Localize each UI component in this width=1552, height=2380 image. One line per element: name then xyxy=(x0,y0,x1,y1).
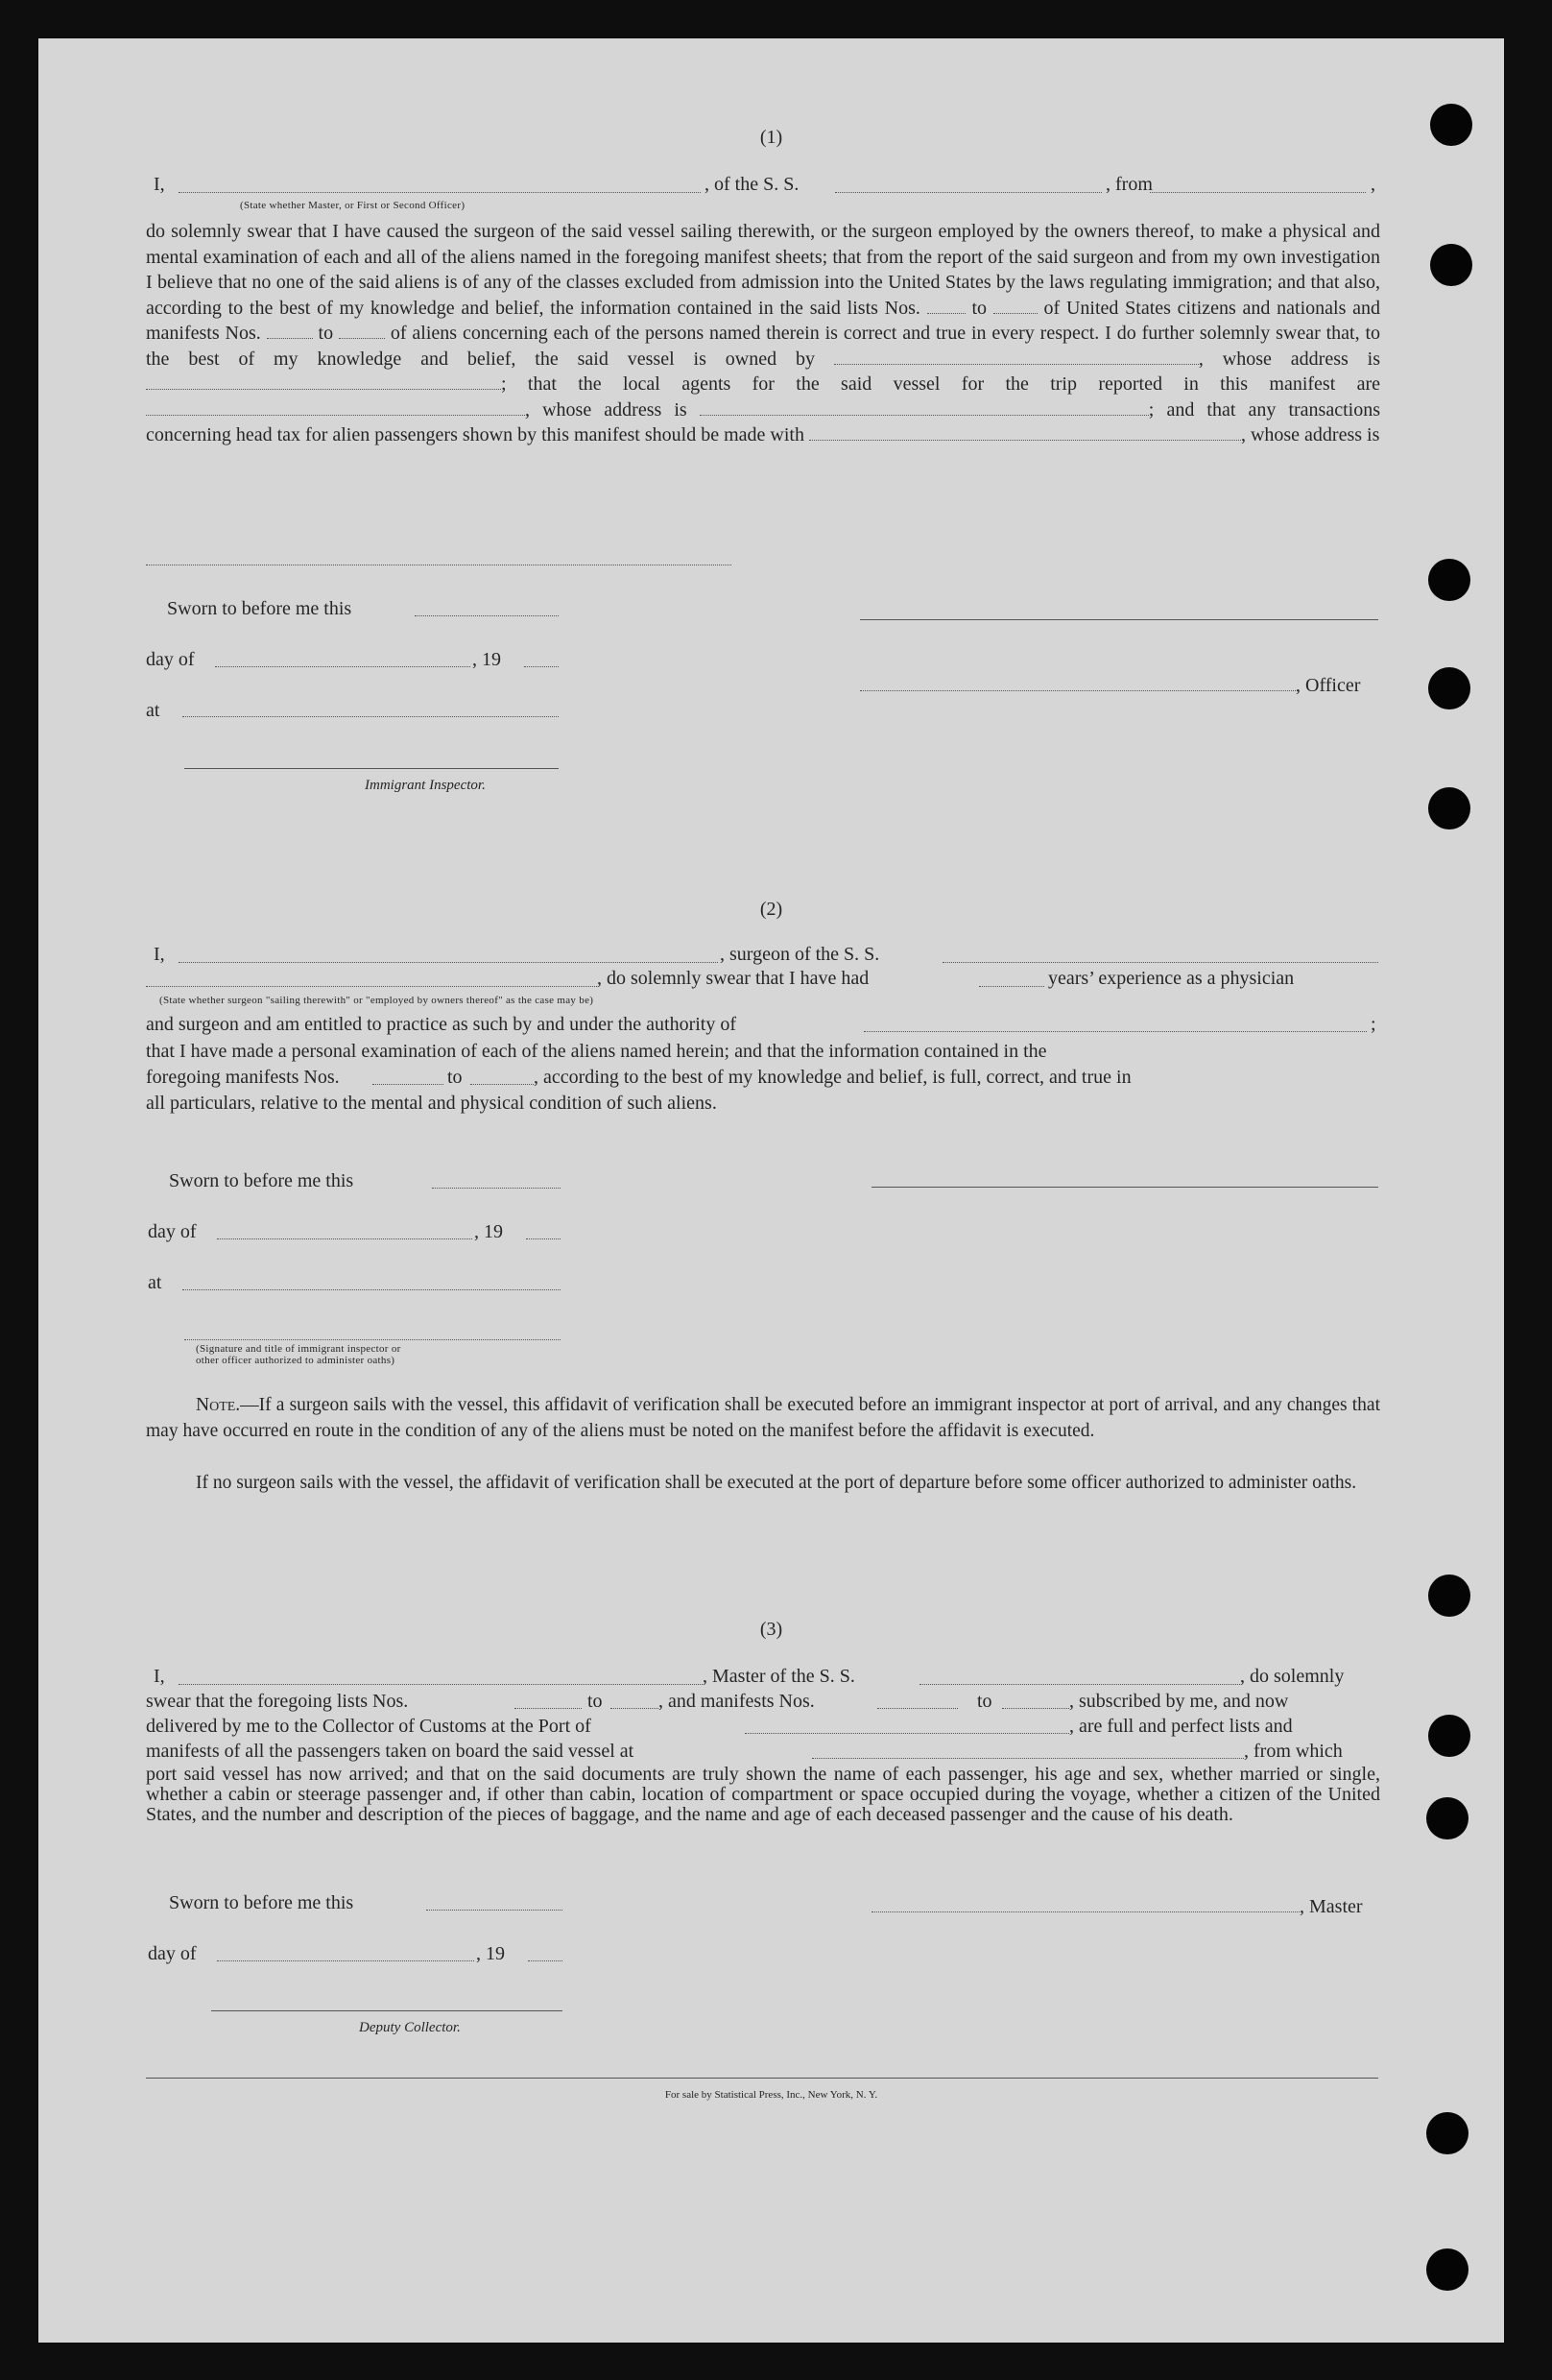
s3-manifests-to[interactable] xyxy=(1002,1708,1069,1709)
s2-state-note: (State whether surgeon "sailing therewith" or "employed by owners thereof" as the case may be) xyxy=(159,995,594,1006)
s2-name-line[interactable] xyxy=(179,962,718,963)
s3-day-of: day of xyxy=(148,1943,197,1964)
s2-signer-note-1: (Signature and title of immigrant inspector or xyxy=(196,1343,401,1355)
s3-day-line[interactable] xyxy=(217,1960,474,1961)
s3-line2-b: , and manifests Nos. xyxy=(658,1691,815,1712)
s1-body xyxy=(146,219,1380,448)
s1-to1: to xyxy=(971,297,987,319)
binder-hole xyxy=(1426,1797,1468,1839)
s2-i: I, xyxy=(154,944,165,965)
s3-line1-end: , do solemnly xyxy=(1240,1666,1345,1687)
s1-body-a: do solemnly swear that I have caused the surgeon of the said vessel sailing therewith, or the surgeon employed by the owners thereof, to make a physical and mental examination of each and all of the aliens named in the foregoing manifest sheets; that from the report of the said surgeon and from my own investigation I believe that no one of the said aliens is of any of the classes excluded from admission into the United States by the laws regulating immigration; and that also, according to the best of my knowledge and belief, the information contained in the said lists Nos. xyxy=(146,221,1380,319)
s1-sworn-line[interactable] xyxy=(415,615,559,616)
s1-officer: , Officer xyxy=(1296,675,1361,696)
s2-year-line[interactable] xyxy=(526,1238,561,1239)
s1-body-d: that the local agents for the said vessel for the trip reported in this manifest are xyxy=(527,373,1381,395)
form-page xyxy=(38,38,1504,2343)
s3-line2-a: swear that the foregoing lists Nos. xyxy=(146,1691,409,1712)
s2-sworn-line[interactable] xyxy=(432,1188,561,1189)
s1-body-e: ; and that any transactions concerning head tax for alien passengers shown by this manifest should be made with xyxy=(146,398,1380,445)
s2-authority-line[interactable] xyxy=(864,1031,1367,1032)
footer-rule xyxy=(146,2078,1378,2079)
binder-hole xyxy=(1428,1715,1470,1757)
s3-port-line[interactable] xyxy=(745,1733,1069,1734)
s2-officer-signature-line[interactable] xyxy=(184,1339,561,1340)
s1-lists-to[interactable] xyxy=(993,298,1038,314)
binder-hole xyxy=(1428,1575,1470,1617)
s2-signer-note-2: other officer authorized to administer oaths) xyxy=(196,1355,395,1366)
s1-end: , xyxy=(1371,174,1375,195)
s1-manifests-to[interactable] xyxy=(339,323,385,339)
s1-at: at xyxy=(146,700,160,721)
s2-day-of: day of xyxy=(148,1221,197,1242)
s1-agents-address-line[interactable] xyxy=(700,399,1149,416)
s1-comma: , xyxy=(525,398,530,421)
s2-years: years’ experience as a physician xyxy=(1048,968,1295,989)
s3-name-line[interactable] xyxy=(179,1684,703,1685)
binder-hole xyxy=(1428,667,1470,709)
binder-hole xyxy=(1426,2112,1468,2154)
s2-surgeon: , surgeon of the S. S. xyxy=(720,944,880,965)
s3-master-label: , Master xyxy=(1300,1896,1363,1917)
s2-vessel-line[interactable] xyxy=(943,962,1378,963)
s2-note-text: —If a surgeon sails with the vessel, this affidavit of verification shall be executed before an immigrant inspector at port of arrival, and any changes that may have occurred en route in the condition of any of the aliens must be noted on the manifest before the affidavit is executed. xyxy=(146,1395,1380,1441)
s3-lists-from[interactable] xyxy=(514,1708,582,1709)
s2-sworn: Sworn to before me this xyxy=(169,1170,354,1191)
s2-years-line[interactable] xyxy=(979,986,1044,987)
s1-inspector-signature-line[interactable] xyxy=(184,768,559,769)
s1-inspector-label: Immigrant Inspector. xyxy=(365,778,486,793)
section-2-number: (2) xyxy=(759,899,783,920)
s3-year-line[interactable] xyxy=(528,1960,562,1961)
s1-owner-address-line[interactable] xyxy=(146,373,501,390)
binder-hole xyxy=(1428,559,1470,601)
s2-year: , 19 xyxy=(474,1221,503,1242)
s3-to2: to xyxy=(977,1691,992,1712)
s2-status-line[interactable] xyxy=(146,986,597,987)
s1-body-c: of aliens concerning each of the persons named therein is correct and true in every respect. I do further solemnly swear that, to the best of my knowledge and belief, the said vessel is owned by xyxy=(146,323,1381,370)
s3-collector-label: Deputy Collector. xyxy=(359,2020,461,2035)
s1-year: , 19 xyxy=(472,649,501,670)
binder-hole xyxy=(1426,2248,1468,2291)
s3-master-signature-line[interactable] xyxy=(872,1911,1300,1912)
s2-note-label: Note. xyxy=(196,1395,241,1415)
s1-officer-line[interactable] xyxy=(860,690,1298,691)
s1-from-line[interactable] xyxy=(1150,192,1366,193)
s1-body-b: of United States citizens and nationals and manifests Nos. xyxy=(146,297,1381,344)
s3-year: , 19 xyxy=(476,1943,505,1964)
s3-line4-b: , from which xyxy=(1244,1741,1343,1762)
s2-manifests-to[interactable] xyxy=(470,1084,534,1085)
s2-line4: that I have made a personal examination of each of the aliens named herein; and that the information contained in the xyxy=(146,1041,1047,1062)
s2-line5-a: foregoing manifests Nos. xyxy=(146,1067,340,1088)
s3-body: port said vessel has now arrived; and that on the said documents are truly shown the name of each passenger, his age and sex, whether married or single, whether a cabin or steerage passenger and, if other than cabin, location of compartment or space occupied during the voyage, whether a citizen of the United States, and the number and description of the pieces of baggage, and the name and age of each deceased passenger and the cause of his death. xyxy=(146,1764,1380,1825)
s3-manifests-from[interactable] xyxy=(877,1708,958,1709)
s2-surgeon-signature-line[interactable] xyxy=(872,1187,1378,1188)
s2-manifests-from[interactable] xyxy=(372,1084,443,1085)
s1-whose2: whose address is xyxy=(542,398,687,421)
s1-to2: to xyxy=(318,323,334,344)
s1-lists-from[interactable] xyxy=(927,298,966,314)
s3-i: I, xyxy=(154,1666,165,1687)
s2-at: at xyxy=(148,1272,162,1293)
s1-owner-line[interactable] xyxy=(834,349,1199,365)
s2-line3: and surgeon and am entitled to practice as such by and under the authority of xyxy=(146,1014,736,1035)
section-1-number: (1) xyxy=(759,127,783,148)
s1-of-ss: , of the S. S. xyxy=(704,174,800,195)
s3-line3-a: delivered by me to the Collector of Customs at the Port of xyxy=(146,1716,591,1737)
s2-day-line[interactable] xyxy=(217,1238,472,1239)
section-3-number: (3) xyxy=(759,1619,783,1640)
s3-sworn-line[interactable] xyxy=(426,1910,562,1911)
s1-i: I, xyxy=(154,174,165,195)
s2-note-2: If no surgeon sails with the vessel, the affidavit of verification shall be executed at the port of departure before some officer authorized to administer oaths. xyxy=(196,1473,1357,1493)
s1-day-of: day of xyxy=(146,649,195,670)
s1-at-line[interactable] xyxy=(182,716,559,717)
s3-collector-signature-line[interactable] xyxy=(211,2010,562,2011)
s1-master-signature-line[interactable] xyxy=(860,619,1378,620)
s2-line5-b: , according to the best of my knowledge and belief, is full, correct, and true in xyxy=(534,1067,1132,1088)
s2-line5-to: to xyxy=(447,1067,463,1088)
s2-swear: , do solemnly swear that I have had xyxy=(597,968,870,989)
s1-whose3: , whose address is xyxy=(1240,424,1380,445)
s1-name-line[interactable] xyxy=(179,192,701,193)
s1-state-note: (State whether Master, or First or Second Officer) xyxy=(240,200,466,211)
s1-from: , from xyxy=(1106,174,1153,195)
printer-footer: For sale by Statistical Press, Inc., New York, N. Y. xyxy=(664,2089,878,2101)
s3-lists-to[interactable] xyxy=(610,1708,658,1709)
binder-hole xyxy=(1428,787,1470,829)
s3-vessel-line[interactable] xyxy=(919,1684,1240,1685)
s3-line4-a: manifests of all the passengers taken on board the said vessel at xyxy=(146,1741,634,1762)
s2-line6: all particulars, relative to the mental and physical condition of such aliens. xyxy=(146,1093,717,1114)
s2-at-line[interactable] xyxy=(182,1289,561,1290)
s1-sworn: Sworn to before me this xyxy=(167,598,352,619)
s3-sworn: Sworn to before me this xyxy=(169,1892,354,1913)
s1-semi1: ; xyxy=(501,373,507,395)
s1-whose1: , whose address is xyxy=(1198,348,1381,370)
s3-master: , Master of the S. S. xyxy=(703,1666,855,1687)
s3-to1: to xyxy=(587,1691,603,1712)
s1-vessel-line[interactable] xyxy=(835,192,1102,193)
s1-manifests-from[interactable] xyxy=(267,323,313,339)
s2-note xyxy=(146,1392,1380,1444)
s2-line3-end: ; xyxy=(1371,1014,1376,1035)
s1-year-line[interactable] xyxy=(524,666,559,667)
s1-agents-line[interactable] xyxy=(146,399,525,416)
s3-embark-line[interactable] xyxy=(812,1758,1244,1759)
s1-headtax-line[interactable] xyxy=(809,424,1241,441)
binder-hole xyxy=(1430,244,1472,286)
s1-day-line[interactable] xyxy=(215,666,470,667)
s3-line2-c: , subscribed by me, and now xyxy=(1069,1691,1289,1712)
s3-line3-b: , are full and perfect lists and xyxy=(1069,1716,1293,1737)
